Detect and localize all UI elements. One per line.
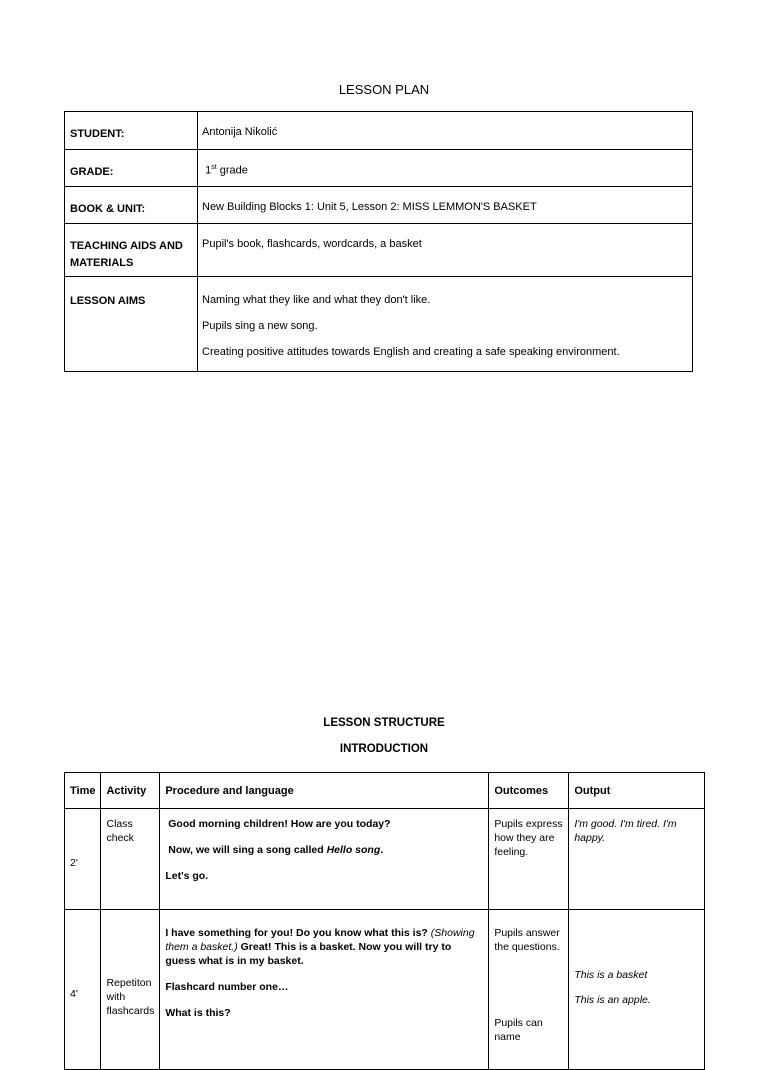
section-title: INTRODUCTION — [339, 743, 429, 755]
aids-label: TEACHING AIDS AND MATERIALS — [65, 224, 198, 277]
book-label: BOOK & UNIT: — [65, 187, 198, 224]
aim-item: Pupils sing a new song. — [202, 320, 318, 332]
aims-list — [198, 277, 693, 372]
output-cell — [569, 910, 705, 1070]
procedure-cell — [160, 809, 489, 910]
grade-label: GRADE: — [65, 150, 198, 187]
output-line: This is a basket — [574, 969, 648, 981]
activity-cell: Repetiton with flashcards — [101, 910, 160, 1070]
procedure-cell — [160, 910, 489, 1070]
col-time: Time — [65, 773, 101, 809]
procedure-line: Flashcard number one… — [165, 981, 289, 993]
col-activity: Activity — [101, 773, 160, 809]
activity-cell: Class check — [101, 809, 160, 910]
aim-item: Creating positive attitudes towards English and creating a safe speaking environment. — [202, 346, 620, 358]
lesson-plan-table — [64, 111, 693, 372]
table-row — [65, 809, 705, 910]
structure-title: LESSON STRUCTURE — [323, 717, 445, 729]
introduction-table — [64, 772, 705, 1070]
aims-label: LESSON AIMS — [65, 277, 198, 372]
procedure-line: What is this? — [165, 1007, 231, 1019]
page-title: LESSON PLAN — [338, 82, 430, 97]
output-cell: I'm good. I'm tired. I'm happy. — [569, 809, 705, 910]
procedure-line: Now, we will sing a song called Hello song. — [168, 844, 384, 856]
col-procedure: Procedure and language — [160, 773, 489, 809]
outcome-cell: Pupils express how they are feeling. — [489, 809, 569, 910]
procedure-line: Let's go. — [165, 870, 209, 882]
student-label: STUDENT: — [65, 112, 198, 150]
procedure-line: I have something for you! Do you know what this is? (Showing them a basket.) Great! This is a basket. Now you will try to guess what is in my basket. — [165, 927, 475, 967]
aim-item: Naming what they like and what they don't like. — [202, 294, 431, 306]
time-cell: 2' — [65, 809, 101, 910]
col-outcomes: Outcomes — [489, 773, 569, 809]
col-output: Output — [569, 773, 705, 809]
outcome-line: Pupils answer the questions. — [494, 927, 560, 953]
outcome-cell — [489, 910, 569, 1070]
book-value: New Building Blocks 1: Unit 5, Lesson 2: MISS LEMMON'S BASKET — [198, 187, 693, 224]
grade-value: 1st grade — [198, 150, 693, 187]
output-line: This is an apple. — [574, 994, 651, 1006]
table-header-row — [65, 773, 705, 809]
student-value: Antonija Nikolić — [198, 112, 693, 150]
procedure-line: Good morning children! How are you today? — [168, 818, 391, 830]
outcome-line: Pupils can name — [494, 1017, 543, 1043]
time-cell: 4' — [65, 910, 101, 1070]
aids-value: Pupil's book, flashcards, wordcards, a basket — [198, 224, 693, 277]
table-row — [65, 910, 705, 1070]
